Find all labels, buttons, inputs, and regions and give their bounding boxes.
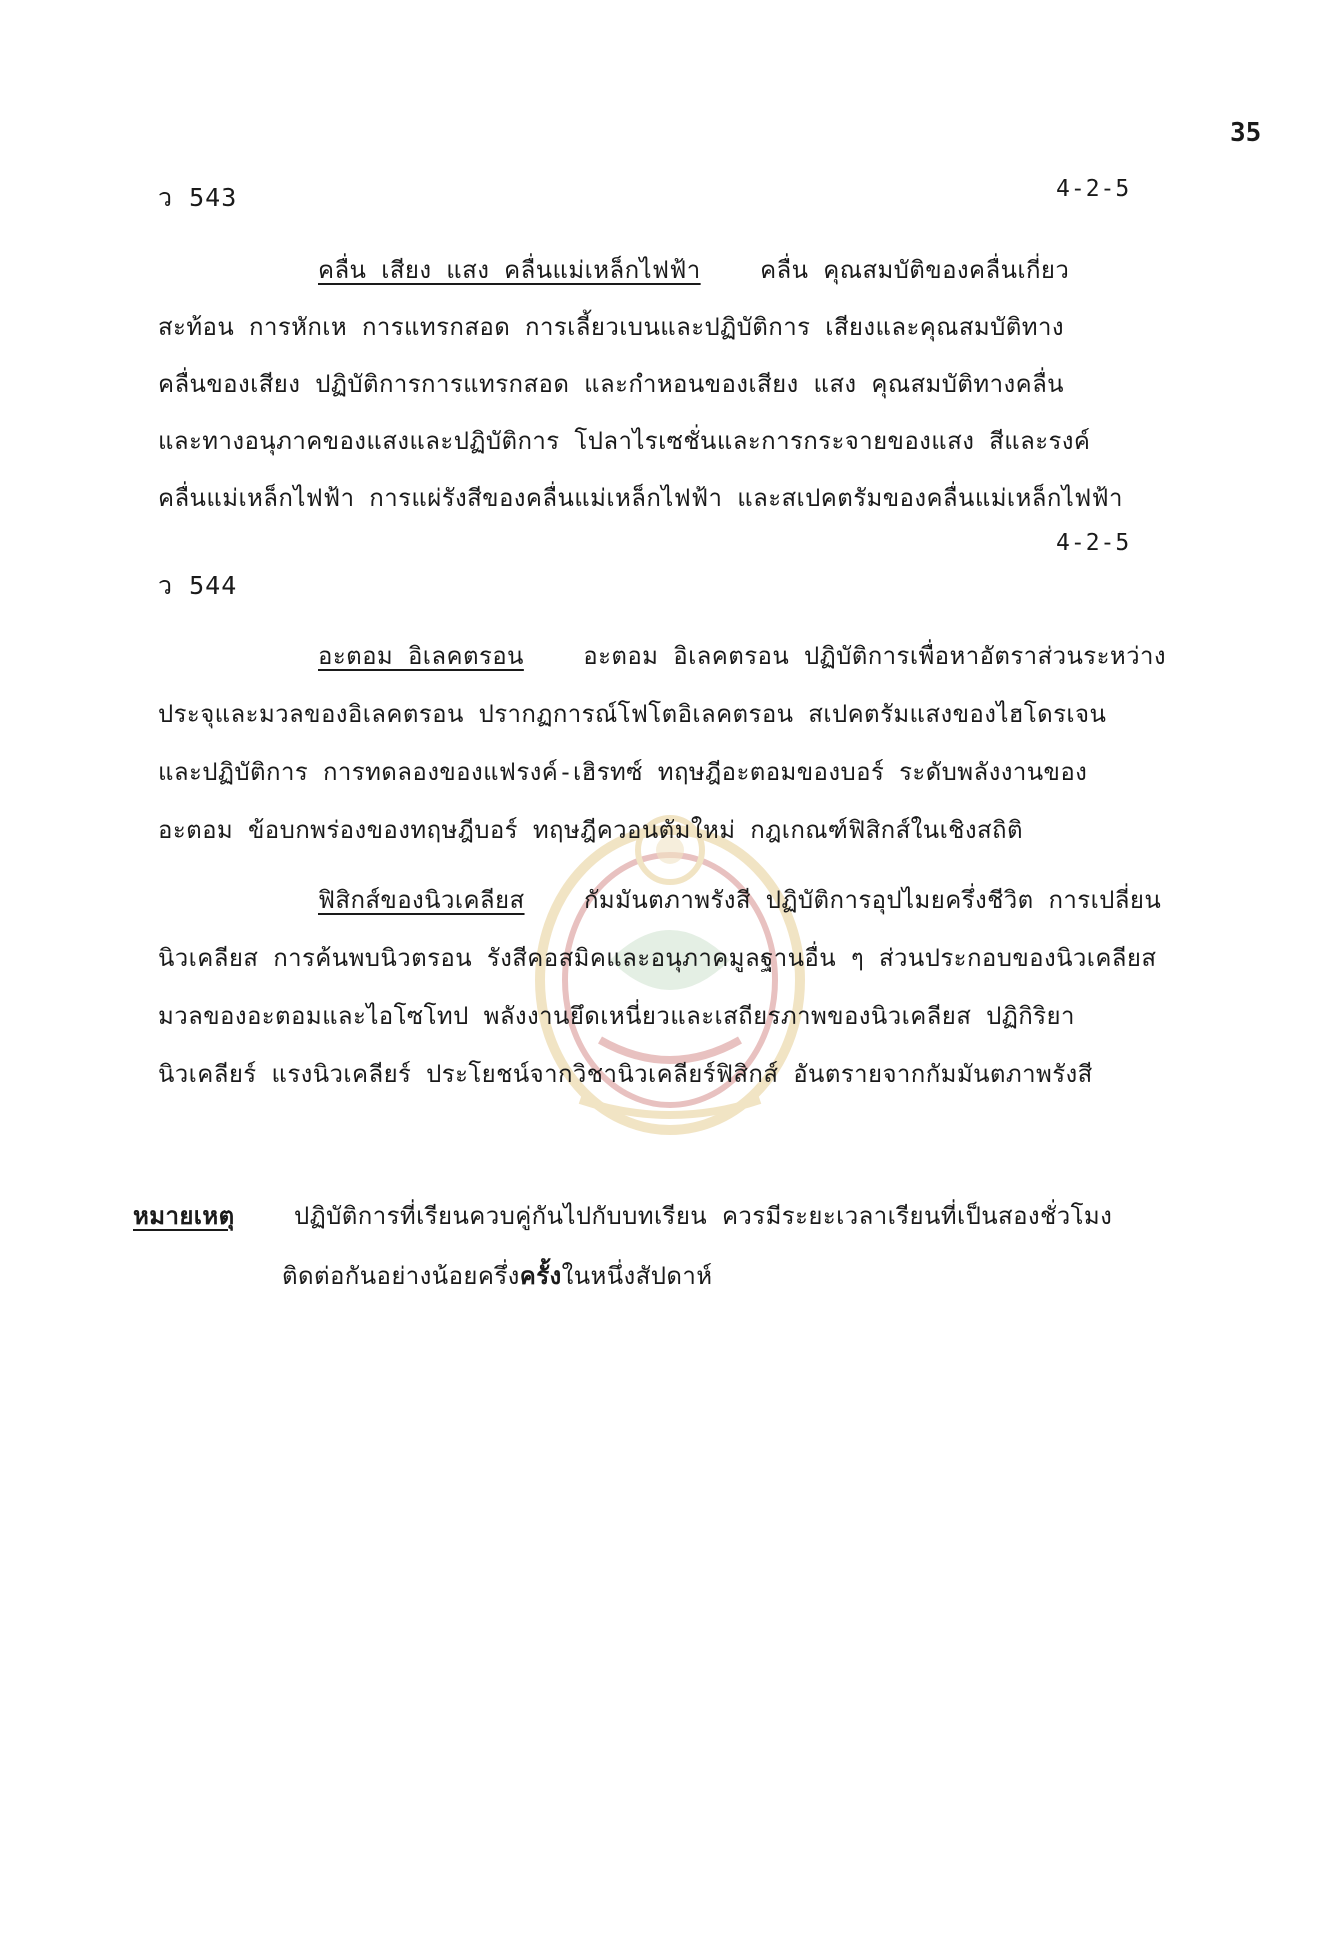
description-text: อะตอม อิเลคตรอน ปฏิบัติการเพื่อหาอัตราส่วนระหว่าง bbox=[583, 642, 1166, 670]
note-text: ปฏิบัติการที่เรียนควบคู่กันไปกับบทเรียน ควรมีระยะเวลาเรียนที่เป็นสองชั่วโมง bbox=[294, 1202, 1113, 1230]
note-line bbox=[282, 1256, 712, 1295]
note-text: ในหนึ่งสัปดาห์ bbox=[561, 1262, 713, 1290]
course-description-line: คลื่นของเสียง ปฏิบัติการการแทรกสอด และกำหอนของเสียง แสง คุณสมบัติทางคลื่น bbox=[158, 370, 1064, 398]
course-description-line bbox=[318, 880, 1161, 919]
course-description-line: สะท้อน การหักเห การแทรกสอด การเลี้ยวเบนและปฏิบัติการ เสียงและคุณสมบัติทาง bbox=[158, 313, 1064, 341]
course-code: ว 543 bbox=[158, 183, 238, 212]
course-description-line bbox=[318, 250, 1069, 289]
course-credits: 4-2-5 bbox=[1056, 530, 1131, 556]
page-number: 35 bbox=[1230, 118, 1262, 148]
note-line bbox=[133, 1196, 1112, 1235]
course-description-line: อะตอม ข้อบกพร่องของทฤษฎีบอร์ ทฤษฎีควอนตัมใหม่ กฎเกณฑ์ฟิสิกส์ในเชิงสถิติ bbox=[158, 816, 1023, 844]
course-description-line: นิวเคลียส การค้นพบนิวตรอน รังสีคอสมิคและอนุภาคมูลฐานอื่น ๆ ส่วนประกอบของนิวเคลียส bbox=[158, 944, 1157, 972]
note-label: หมายเหตุ bbox=[133, 1202, 235, 1230]
topic-heading: อะตอม อิเลคตรอน bbox=[318, 642, 524, 670]
note-text-bold: ครั้ง bbox=[519, 1262, 562, 1290]
course-description-line bbox=[318, 636, 1166, 675]
course-description-line: ประจุและมวลของอิเลคตรอน ปรากฏการณ์โฟโตอิเลคตรอน สเปคตรัมแสงของไฮโดรเจน bbox=[158, 700, 1107, 728]
course-description-line: และปฏิบัติการ การทดลองของแฟรงค์-เฮิรทซ์ ทฤษฎีอะตอมของบอร์ ระดับพลังงานของ bbox=[158, 758, 1088, 786]
note-text: ติดต่อกันอย่างน้อยครึ่ง bbox=[282, 1262, 520, 1290]
topic-heading: ฟิสิกส์ของนิวเคลียส bbox=[318, 886, 525, 914]
course-description-line: นิวเคลียร์ แรงนิวเคลียร์ ประโยชน์จากวิชานิวเคลียร์ฟิสิกส์ อันตรายจากกัมมันตภาพรังสี bbox=[158, 1060, 1093, 1088]
description-text: คลื่น คุณสมบัติของคลื่นเกี่ยว bbox=[760, 256, 1070, 284]
course-credits: 4-2-5 bbox=[1056, 176, 1131, 202]
course-description-line: และทางอนุภาคของแสงและปฏิบัติการ โปลาไรเซชั่นและการกระจายของแสง สีและรงค์ bbox=[158, 427, 1091, 455]
course-description-line: มวลของอะตอมและไอโซโทป พลังงานยึดเหนี่ยวและเสถียรภาพของนิวเคลียส ปฏิกิริยา bbox=[158, 1002, 1075, 1030]
description-text: กัมมันตภาพรังสี ปฏิบัติการอุปไมยครึ่งชีวิต การเปลี่ยน bbox=[583, 886, 1162, 914]
course-code: ว 544 bbox=[158, 571, 238, 600]
course-description-line: คลื่นแม่เหล็กไฟฟ้า การแผ่รังสีของคลื่นแม่เหล็กไฟฟ้า และสเปคตรัมของคลื่นแม่เหล็กไฟฟ้า bbox=[158, 484, 1123, 512]
topic-heading: คลื่น เสียง แสง คลื่นแม่เหล็กไฟฟ้า bbox=[318, 256, 701, 284]
